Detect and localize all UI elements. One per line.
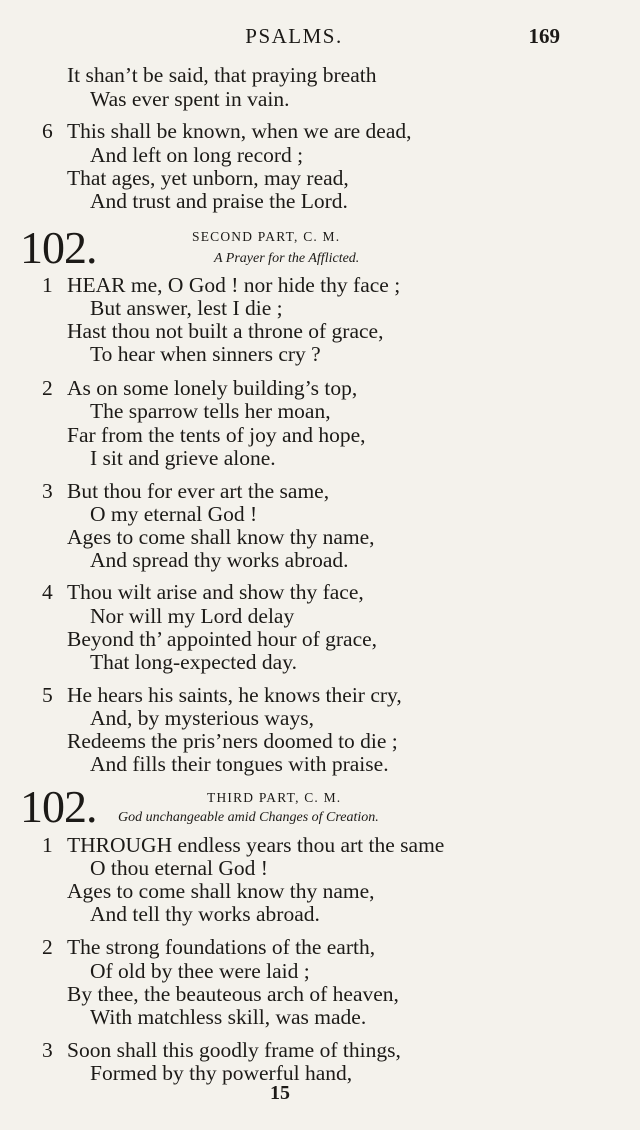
verse-line: O thou eternal God ! (90, 856, 268, 880)
verse-line: By thee, the beauteous arch of heaven, (67, 982, 399, 1006)
hymn-subtitle: A Prayer for the Afflicted. (214, 251, 360, 266)
verse-line: And trust and praise the Lord. (90, 189, 348, 213)
verse-line: Nor will my Lord delay (90, 604, 295, 628)
verse-number: 2 (42, 376, 53, 400)
verse-line: HEAR me, O God ! nor hide thy face ; (67, 273, 401, 297)
verse-number: 2 (42, 935, 53, 959)
psalm-number: 102. (20, 781, 97, 832)
verse-line: Was ever spent in vain. (90, 87, 290, 111)
verse-line: Redeems the pris’ners doomed to die ; (67, 729, 398, 753)
verse-line: As on some lonely building’s top, (67, 376, 358, 400)
verse-line: With matchless skill, was made. (90, 1005, 367, 1029)
verse-line: Hast thou not built a throne of grace, (67, 319, 384, 343)
verse-line: And spread thy works abroad. (90, 548, 349, 572)
verse-line: Ages to come shall know thy name, (67, 525, 375, 549)
part-title: SECOND PART, C. M. (192, 229, 341, 244)
verse-line: THROUGH endless years thou art the same (67, 833, 445, 857)
psalm-number: 102. (20, 222, 97, 273)
verse-number: 3 (42, 479, 53, 503)
hymn-subtitle: God unchangeable amid Changes of Creation. (118, 810, 379, 825)
verse-line: Soon shall this goodly frame of things, (67, 1038, 401, 1062)
verse-line: Of old by thee were laid ; (90, 959, 310, 983)
verse-line: To hear when sinners cry ? (90, 342, 321, 366)
verse-number: 4 (42, 580, 53, 604)
verse-line: This shall be known, when we are dead, (67, 119, 412, 143)
verse-line: Thou wilt arise and show thy face, (67, 580, 364, 604)
verse-number: 1 (42, 273, 53, 297)
verse-number: 1 (42, 833, 53, 857)
verse-line: I sit and grieve alone. (90, 446, 276, 470)
running-head (0, 22, 640, 52)
verse-line: And fills their tongues with praise. (90, 752, 389, 776)
verse-line: O my eternal God ! (90, 502, 258, 526)
verse-line: And tell thy works abroad. (90, 902, 320, 926)
verse-line: That ages, yet unborn, may read, (67, 166, 349, 190)
verse-line: The strong foundations of the earth, (67, 935, 376, 959)
verse-line: Ages to come shall know thy name, (67, 879, 375, 903)
verse-line: And left on long record ; (90, 143, 304, 167)
verse-line: That long-expected day. (90, 650, 297, 674)
verse-line: Beyond th’ appointed hour of grace, (67, 627, 378, 651)
verse-line: It shan’t be said, that praying breath (67, 63, 377, 87)
verse-line: Far from the tents of joy and hope, (67, 423, 366, 447)
verse-line: And, by mysterious ways, (90, 706, 314, 730)
verse-number: 3 (42, 1038, 53, 1062)
signature-mark: 15 (270, 1082, 290, 1104)
verse-line: But answer, lest I die ; (90, 296, 283, 320)
verse-line: He hears his saints, he knows their cry, (67, 683, 402, 707)
verse-line: The sparrow tells her moan, (90, 399, 331, 423)
part-title: THIRD PART, C. M. (207, 790, 342, 805)
verse-number: 5 (42, 683, 53, 707)
verse-line: But thou for ever art the same, (67, 479, 330, 503)
running-title: PSALMS. (245, 24, 343, 48)
verse-number: 6 (42, 119, 53, 143)
verse-line: Formed by thy powerful hand, (90, 1061, 353, 1085)
page-number: 169 (528, 24, 560, 48)
